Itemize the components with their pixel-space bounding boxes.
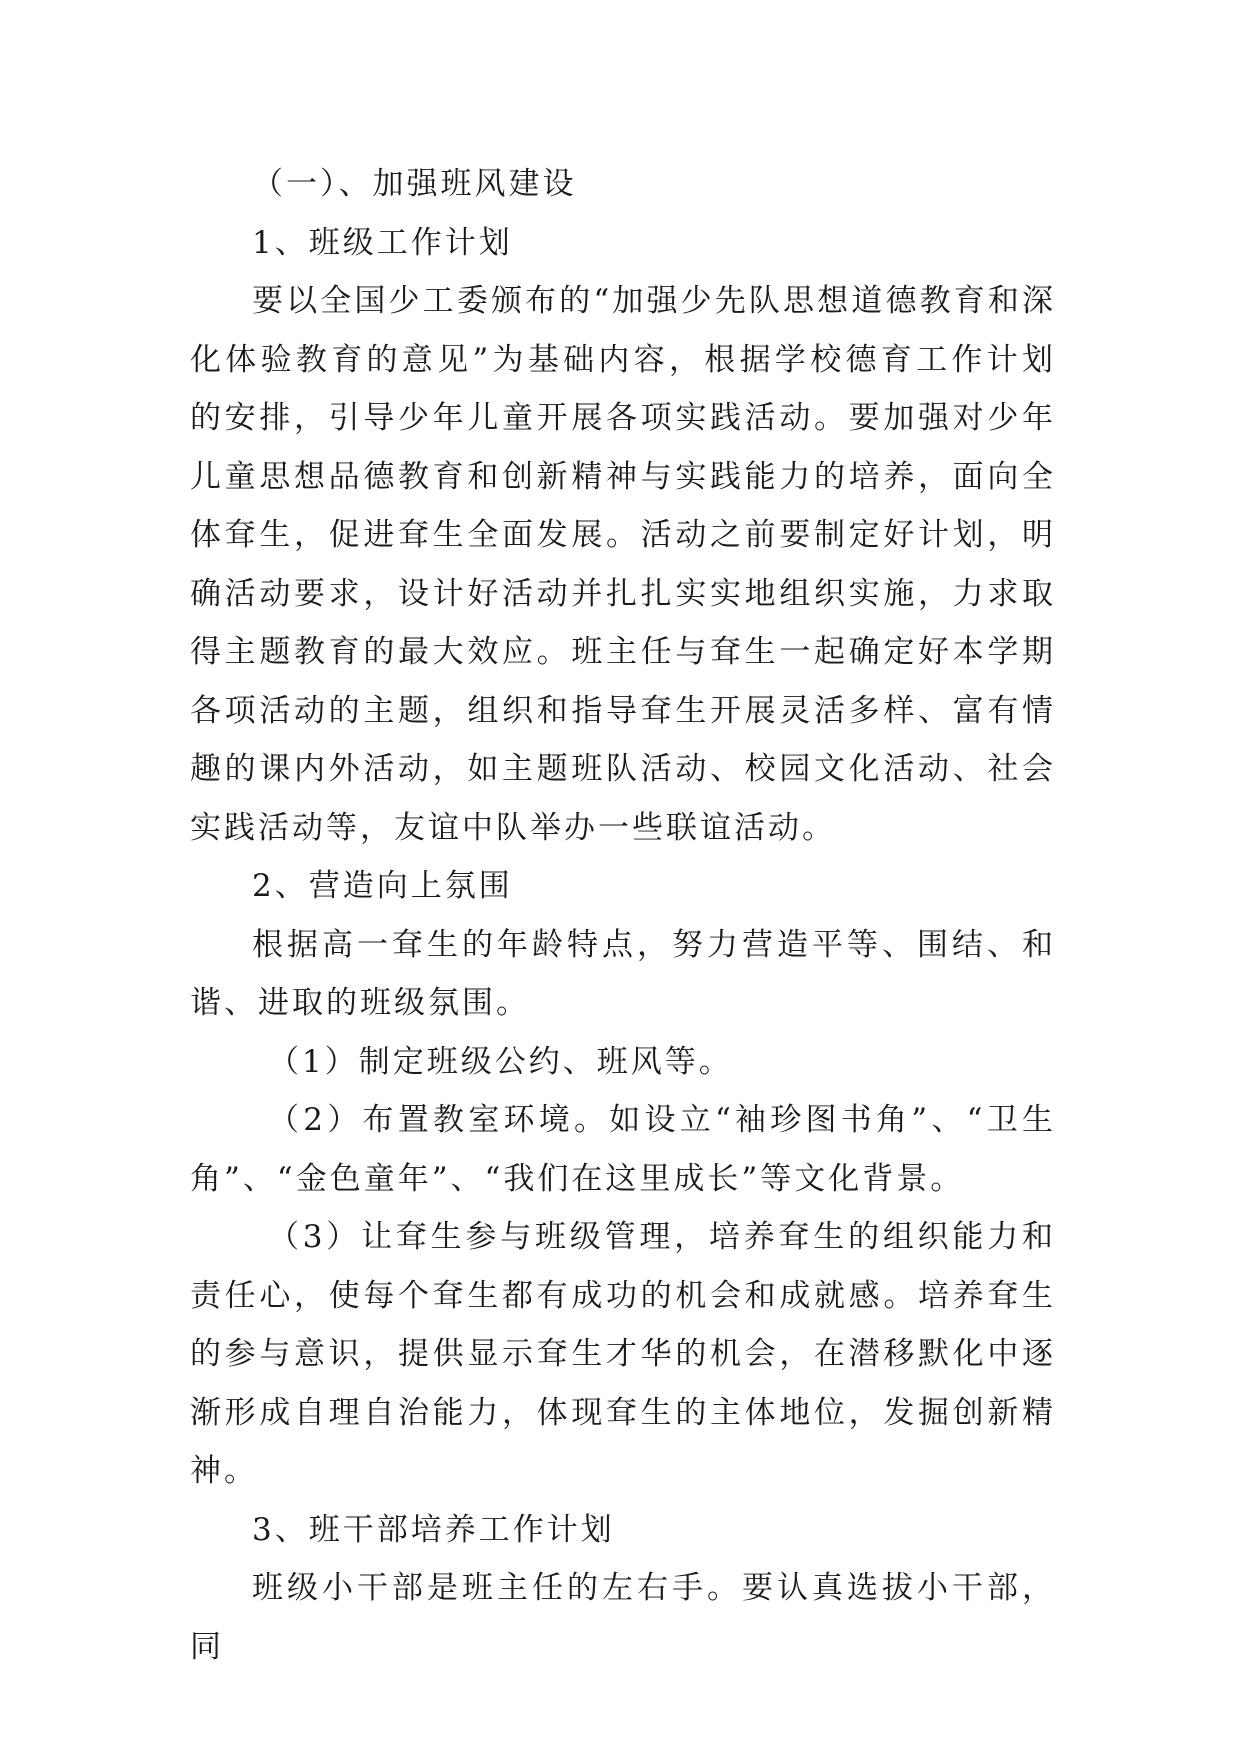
heading-class-work-plan: 1、班级工作计划 bbox=[252, 224, 513, 261]
heading-cadre-training: 3、班干部培养工作计划 bbox=[252, 1511, 615, 1548]
list-item-3: （3）让耷生参与班级管理，培养耷生的组织能力和责任心，使每个耷生都有成功的机会和成就感。培养耷生的参与意识，提供显示耷生才华的机会，在潜移默化中逐渐形成自理自治能力，体现耷生的主体地位，发掘创新精神。 bbox=[190, 1219, 1056, 1489]
heading-atmosphere: 2、营造向上氛围 bbox=[252, 868, 513, 904]
list-item-1: （1）制定班级公约、班风等。 bbox=[268, 1043, 733, 1080]
paragraph-work-plan: 要以全国少工委颁布的“加强少先队思想道德教育和深化体验教育的意见”为基础内容，根据学校德育工作计划的安排，引导少年儿童开展各项实践活动。要加强对少年儿童思想品德教育和创新精神与实践能力的培养，面向全体耷生，促进耷生全面发展。活动之前要制定好计划，明确活动要求，设计好活动并扎扎实实地组织实施，力求取得主题教育的最大效应。班主任与耷生一起确定好本学期各项活动的主题，组织和指导耷生开展灵活多样、富有情趣的课内外活动，如主题班队活动、校园文化活动、社会实践活动等，友谊中队举办一些联谊活动。 bbox=[190, 283, 1056, 846]
paragraph-cadre-training: 班级小干部是班主任的左右手。要认真选拔小干部，同 bbox=[190, 1570, 1056, 1665]
section-title: （一）、加强班风建设 bbox=[252, 166, 577, 202]
document-body bbox=[190, 155, 1056, 1676]
list-item-2: （2）布置教室环境。如设立“袖珍图书角”、“卫生角”、“金色童年”、“我们在这里成长”等文化背景。 bbox=[190, 1102, 1056, 1197]
paragraph-atmosphere: 根据高一耷生的年龄特点，努力营造平等、围结、和谐、进取的班级氛围。 bbox=[190, 926, 1056, 1021]
